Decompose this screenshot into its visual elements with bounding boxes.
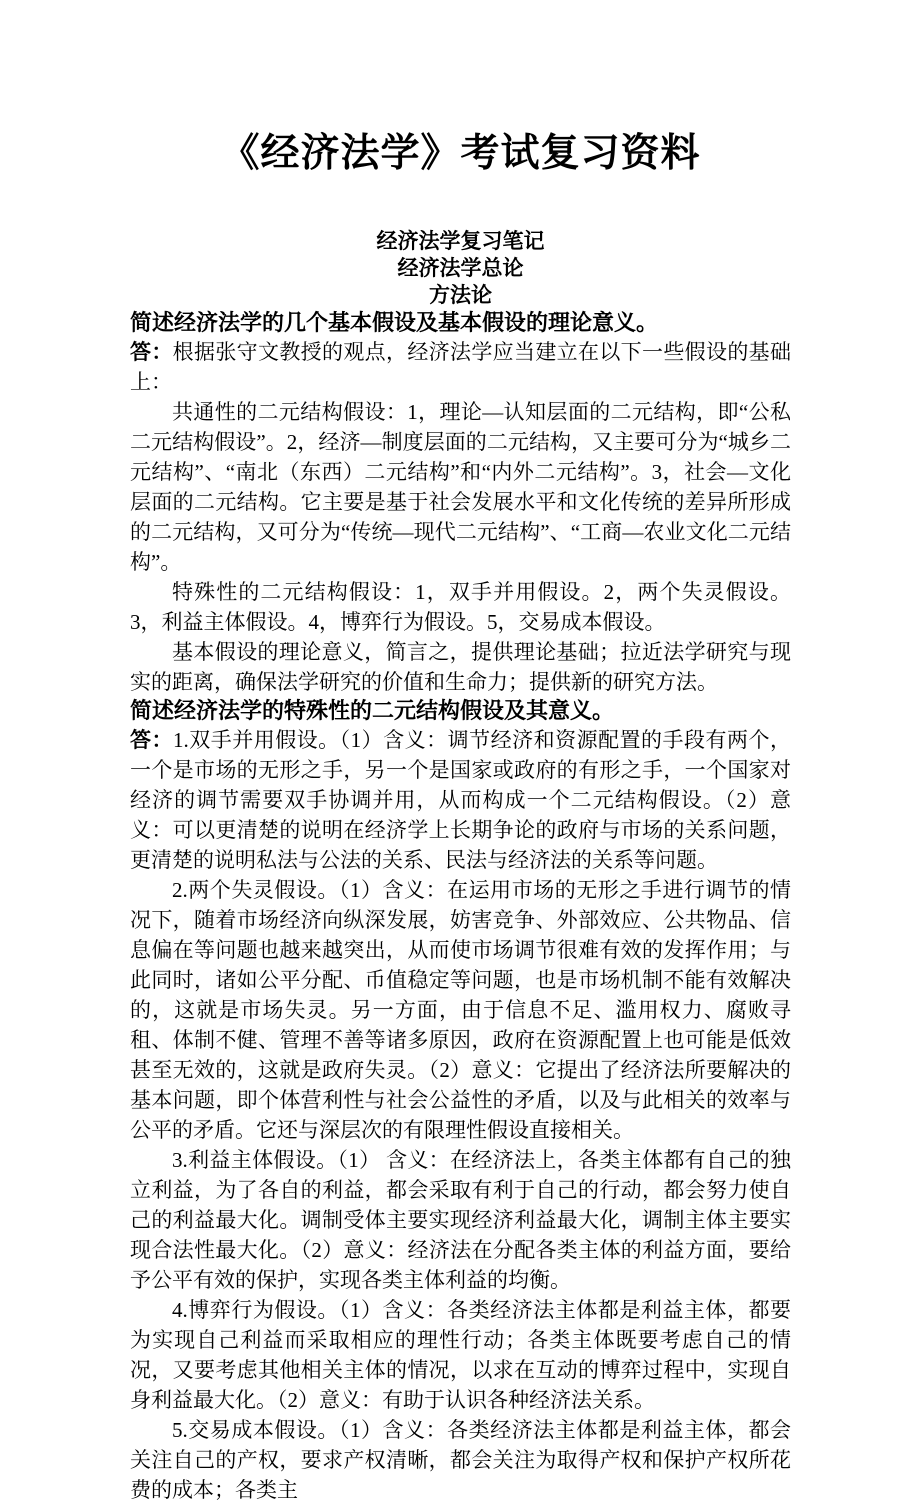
- answer-label: 答：: [130, 340, 173, 364]
- answer-text: 1.双手并用假设。（1）含义：调节经济和资源配置的手段有两个，一个是市场的无形之手，另一个是国家或政府的有形之手，一个国家对经济的调节需要双手协调并用，从而构成一个二元结构假设。（2）意义：可以更清楚的说明在经济学上长期争论的政府与市场的关系问题，更清楚的说明私法与公法的关系、民法与经济法的关系等问题。: [130, 728, 791, 872]
- section-special-assumptions: [130, 697, 791, 1505]
- question-heading: 简述经济法学的特殊性的二元结构假设及其意义。: [130, 698, 615, 723]
- paragraph-two-failures: 2.两个失灵假设。（1）含义：在运用市场的无形之手进行调节的情况下，随着市场经济向纵深发展，妨害竞争、外部效应、公共物品、信息偏在等问题也越来越突出，从而使市场调节很难有效的发挥作用；与此同时，诸如公平分配、币值稳定等问题，也是市场机制不能有效解决的，这就是市场失灵。另一方面，由于信息不足、滥用权力、腐败寻租、体制不健、管理不善等诸多原因，政府在资源配置上也可能是低效甚至无效的，这就是政府失灵。（2）意义：它提出了经济法所要解决的基本问题，即个体营利性与社会公益性的矛盾，以及与此相关的效率与公平的矛盾。它还与深层次的有限理性假设直接相关。: [130, 878, 791, 1142]
- paragraph-common-dual-structure: 共通性的二元结构假设：1，理论—认知层面的二元结构，即“公私二元结构假设”。2，经济—制度层面的二元结构，又主要可分为“城乡二元结构”、“南北（东西）二元结构”和“内外二元结构”。3，社会—文化层面的二元结构。它主要是基于社会发展水平和文化传统的差异所形成的二元结构，又可分为“传统—现代二元结构”、“工商—农业文化二元结构”。: [130, 400, 791, 574]
- paragraph-special-dual-structure: 特殊性的二元结构假设：1，双手并用假设。2，两个失灵假设。3，利益主体假设。4，博弈行为假设。5，交易成本假设。: [130, 580, 791, 634]
- question-heading: 简述经济法学的几个基本假设及基本假设的理论意义。: [130, 310, 659, 335]
- answer-paragraph: [130, 337, 791, 397]
- paragraph-theoretical-significance: 基本假设的理论意义，简言之，提供理论基础；拉近法学研究与现实的距离，确保法学研究的价值和生命力；提供新的研究方法。: [130, 640, 791, 694]
- subtitle-general-theory: 经济法学总论: [397, 256, 524, 280]
- paragraph-interest-subject: 3.利益主体假设。（1） 含义：在经济法上，各类主体都有自己的独立利益，为了各自的利益，都会采取有利于自己的行动，都会努力使自己的利益最大化。调制受体主要实现经济利益最大化，调制主体主要实现合法性最大化。（2）意义：经济法在分配各类主体的利益方面，要给予公平有效的保护，实现各类主体利益的均衡。: [130, 1148, 791, 1292]
- subtitle-review-notes: 经济法学复习笔记: [376, 229, 545, 253]
- document-title: 《经济法学》考试复习资料: [220, 132, 701, 175]
- answer-text: 根据张守文教授的观点，经济法学应当建立在以下一些假设的基础上：: [130, 340, 792, 394]
- paragraph-game-behavior: 4.博弈行为假设。（1）含义：各类经济法主体都是利益主体，都要为实现自己利益而采取相应的理性行动；各类主体既要考虑自己的情况，又要考虑其他相关主体的情况，以求在互动的博弈过程中，实现自身利益最大化。（2）意义：有助于认识各种经济法关系。: [130, 1298, 791, 1412]
- answer-paragraph: [130, 725, 791, 875]
- subtitle-block: [130, 228, 791, 309]
- subtitle-methodology: 方法论: [429, 283, 492, 307]
- paragraph-transaction-cost: 5.交易成本假设。（1）含义：各类经济法主体都是利益主体，都会关注自己的产权，要求产权清晰，都会关注为取得产权和保护产权所花费的成本；各类主: [130, 1418, 791, 1502]
- answer-label: 答：: [130, 728, 173, 752]
- section-basic-assumptions: [130, 309, 791, 697]
